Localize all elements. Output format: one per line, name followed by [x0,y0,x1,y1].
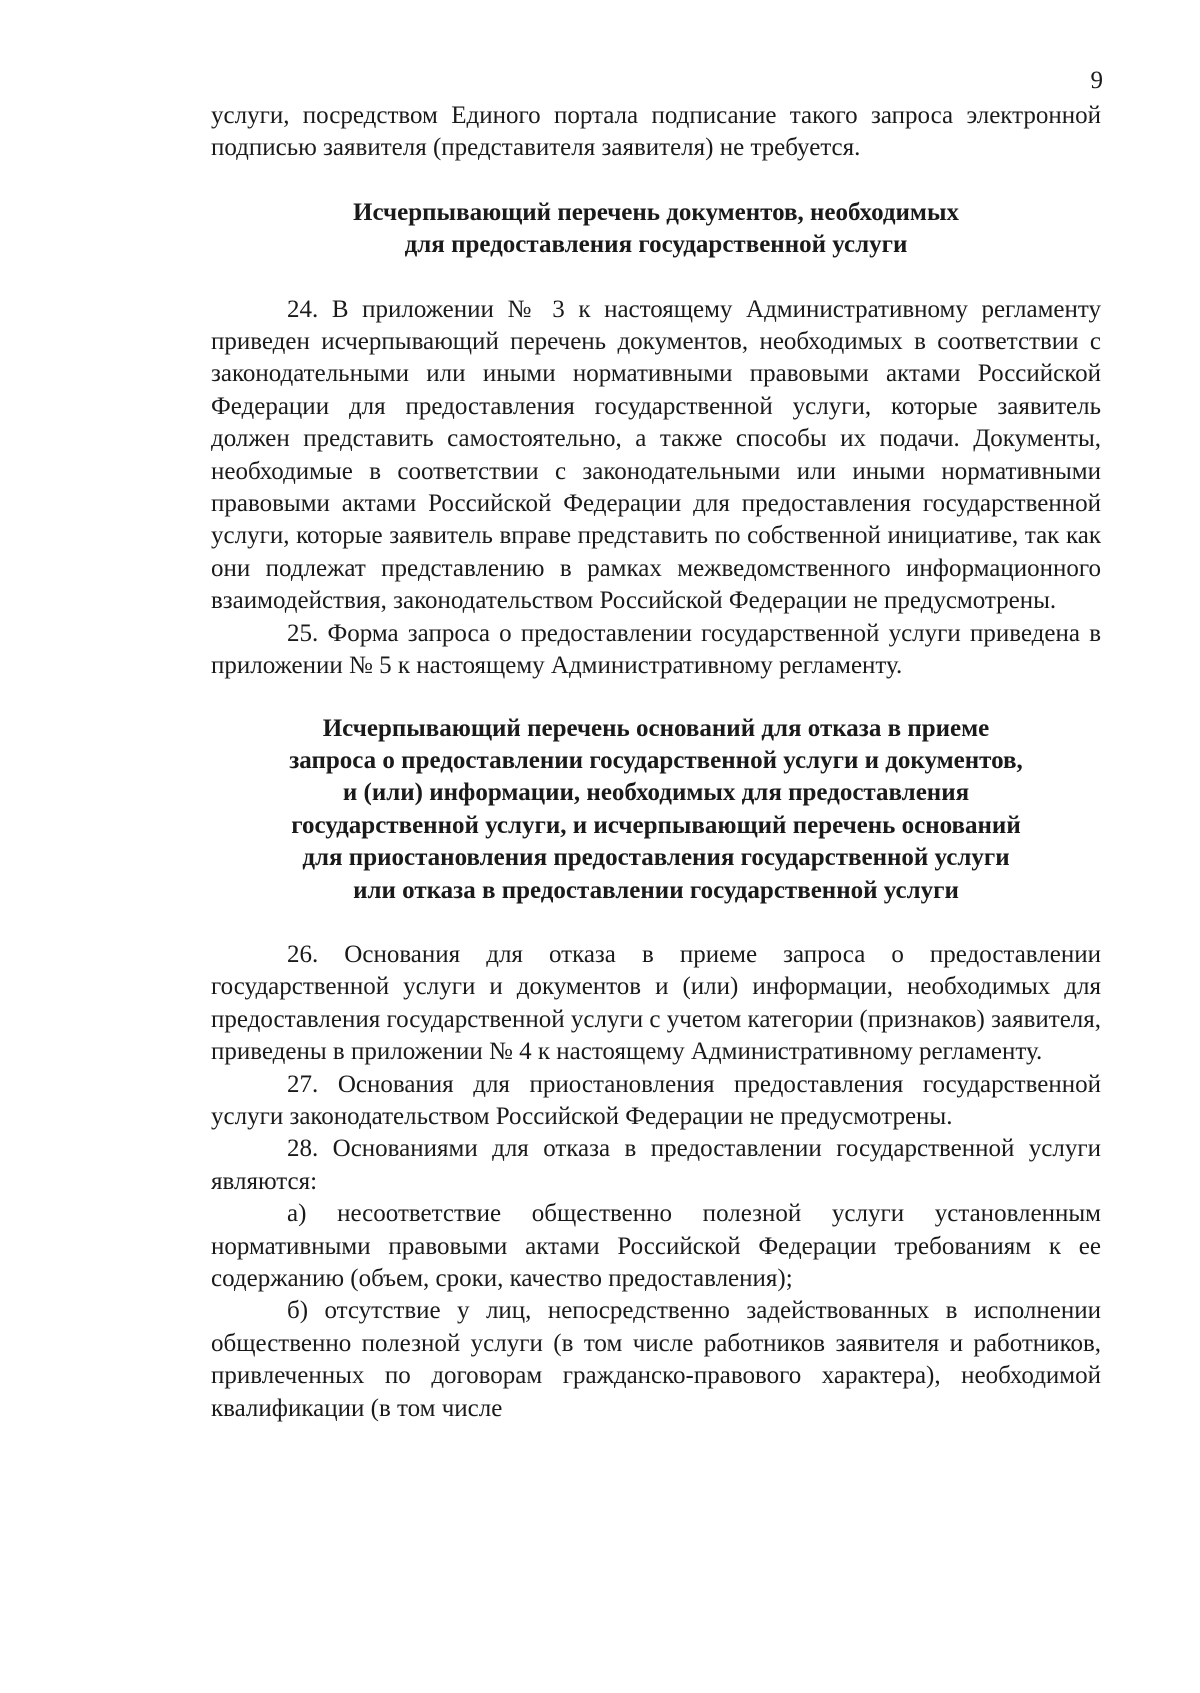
paragraph-26: 26. Основания для отказа в приеме запроса о предоставлении государственной услуги и документов и (или) информации, необходимых для предоставления государственной услуги с учетом категории (признаков) заявителя, приведены в приложении № 4 к настоящему Административному регламенту. [211,940,1102,1066]
heading-line: или отказа в предоставлении государственной услуги [353,876,959,904]
heading-line: для приостановления предоставления государственной услуги [302,844,1010,872]
heading-line: Исчерпывающий перечень оснований для отказа в приеме [322,714,990,742]
page-number: 9 [1090,67,1103,94]
document-body [211,100,1101,1425]
paragraph-25: 25. Форма запроса о предоставлении государственной услуги приведена в приложении № 5 к настоящему Административному регламенту. [211,619,1101,680]
paragraph-28-a: а) несоответствие общественно полезной услуги установленным нормативными правовыми актами Российской Федерации требованиям к ее содержанию (объем, сроки, качество предоставления); [211,1200,1101,1292]
heading-line: и (или) информации, необходимых для предоставления [342,779,970,807]
heading-line: государственной услуги, и исчерпывающий перечень оснований [291,811,1021,839]
section-heading-documents [211,197,1101,262]
paragraph-28: 28. Основаниями для отказа в предоставлении государственной услуги являются: [211,1135,1101,1195]
paragraph-27: 27. Основания для приостановления предоставления государственной услуги законодательством Российской Федерации не предусмотрены. [211,1070,1101,1130]
heading-line: запроса о предоставлении государственной услуги и документов, [289,746,1023,774]
heading-line: для предоставления государственной услуги [404,231,908,259]
paragraph-28-b: б) отсутствие у лиц, непосредственно задействованных в исполнении общественно полезной услуги (в том числе работников заявителя и работников, привлеченных по договорам гражданско-правового характера), необходимой квалификации (в том числе [211,1297,1101,1422]
paragraph-24: 24. В приложении № 3 к настоящему Административному регламенту приведен исчерпывающий перечень документов, необходимых в соответствии с законодательными или иными нормативными правовыми актами Российской Федерации для предоставления государственной услуги, которые заявитель должен представить самостоятельно, а также способы их подачи. Документы, необходимые в соответствии с законодательными или иными нормативными правовыми актами Российской Федерации для предоставления государственной услуги, которые заявитель вправе представить по собственной инициативе, так как они подлежат представлению в рамках межведомственного информационного взаимодействия, законодательством Российской Федерации не предусмотрены. [211,295,1101,615]
intro-paragraph: услуги, посредством Единого портала подписание такого запроса электронной подписью заявителя (представителя заявителя) не требуется. [211,102,1101,162]
section-heading-refusal-grounds [211,713,1101,907]
heading-line: Исчерпывающий перечень документов, необходимых [353,198,959,226]
